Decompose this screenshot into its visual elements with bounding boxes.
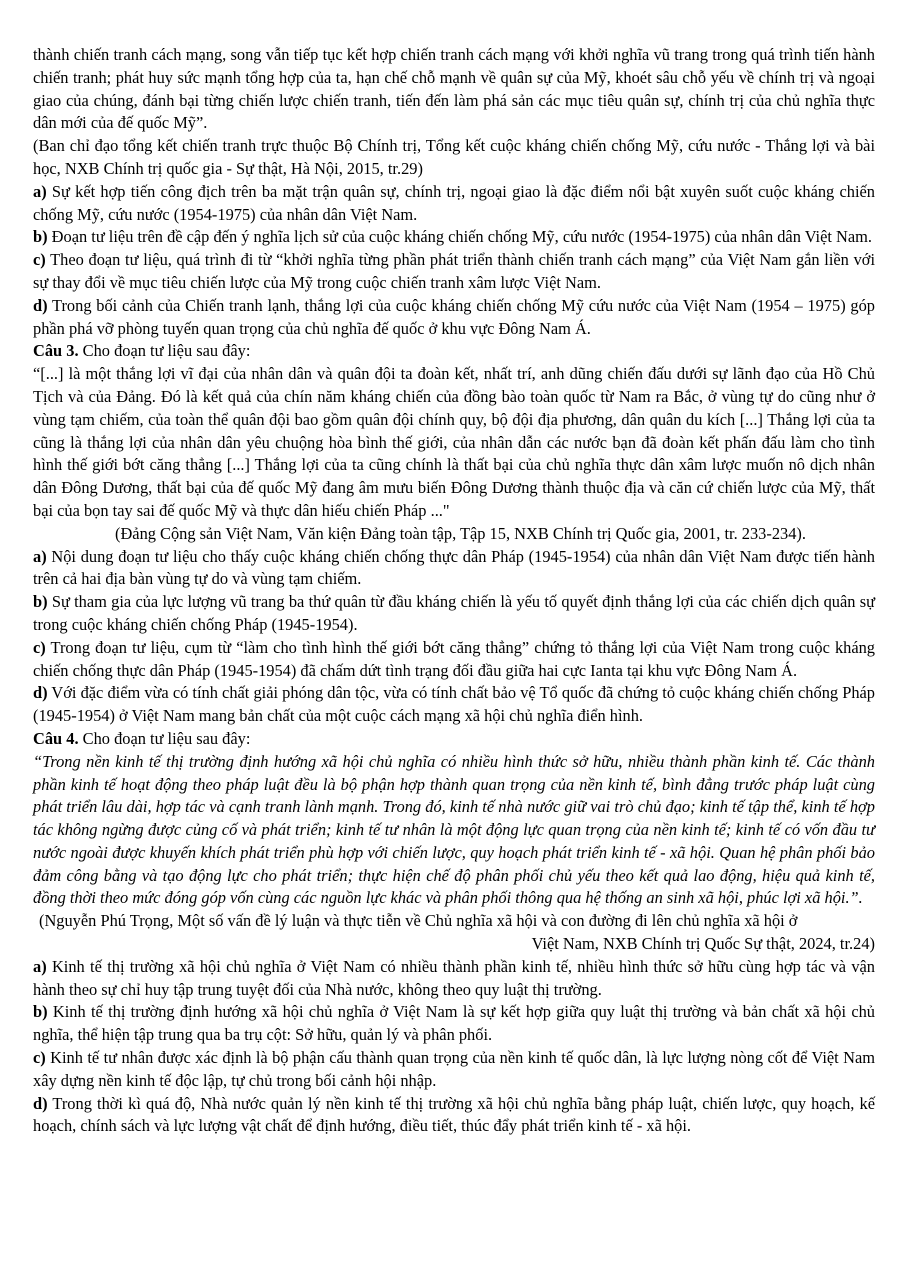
statement-label: c)	[33, 1048, 46, 1068]
statement-label: d)	[33, 1093, 48, 1113]
statement-label: b)	[33, 1002, 48, 1022]
statement-c	[33, 1047, 875, 1093]
statement-d	[33, 295, 875, 341]
statement-text: Theo đoạn tư liệu, quá trình đi từ “khởi nghĩa từng phần phát triển thành chiến tranh cách mạng” của Việt Nam gắn liền với sự thay đổi về mục tiêu chiến lược của Mỹ trong cuộc chiến tranh xâm lược Việt Nam.	[33, 250, 875, 292]
question-3-quote: “[...] là một thắng lợi vĩ đại của nhân dân và quân đội ta đoàn kết, nhất trí, anh dũng chiến đấu dưới sự lãnh đạo của Hồ Chủ Tịch và của Đảng. Đó là kết quả của chín năm kháng chiến của đồng bào toàn quốc từ Nam ra Bắc, ở vùng tự do cũng như ở vùng tạm chiếm, của toàn thể quân đội bao gồm quân đội chính quy, bộ đội địa phương, dân quân du kích [...] Thắng lợi của ta cũng là thắng lợi của nhân dân yêu chuộng hòa bình thế giới, của nhân dẫn các nước bạn đã đoàn kết phấn đấu làm cho tình hình thế giới bớt căng thẳng [...] Thắng lợi của ta cũng chính là thất bại của chủ nghĩa thực dân xâm lược muốn nô dịch nhân dân Đông Dương, thất bại của đế quốc Mỹ đang âm mưu biến Đông Dương thành thuộc địa và căn cứ chiến lược của Mỹ, thất bại của bọn tay sai đế quốc Mỹ và thực dân hiếu chiến Pháp ..."	[33, 364, 875, 520]
statement-text: Kinh tế thị trường định hướng xã hội chủ nghĩa ở Việt Nam là sự kết hợp giữa quy luật thị trường và bản chất xã hội chủ nghĩa, thể hiện tập trung qua ba trụ cột: Sở hữu, quản lý và phân phối.	[33, 1002, 875, 1045]
document-page	[33, 44, 875, 1138]
statement-label: b)	[33, 227, 48, 247]
statement-label: a)	[33, 546, 47, 566]
statement-text: Trong thời kì quá độ, Nhà nước quản lý nền kinh tế thị trường xã hội chủ nghĩa bằng pháp luật, chiến lược, quy hoạch, kế hoạch, chính sách và lực lượng vật chất để định hướng, điều tiết, thúc đẩy phát triển kinh tế - xã hội.	[33, 1093, 875, 1136]
passage-continuation: thành chiến tranh cách mạng, song vẫn tiếp tục kết hợp chiến tranh cách mạng với khởi nghĩa vũ trang trong quá trình tiến hành chiến tranh; phát huy sức mạnh tổng hợp của ta, hạn chế chỗ mạnh về quân sự của Mỹ, khoét sâu chỗ yếu về chính trị và ngoại giao của chúng, đánh bại từng chiến lược chiến tranh, tiến đến làm phá sản các mục tiêu quân sự, chính trị của chủ nghĩa thực dân mới của đế quốc Mỹ”.	[33, 45, 875, 133]
statement-label: d)	[33, 683, 48, 703]
statement-label: c)	[33, 637, 46, 657]
statement-d	[33, 1093, 875, 1139]
statement-a	[33, 956, 875, 1002]
statement-c	[33, 249, 875, 295]
statement-a	[33, 181, 875, 227]
question-3-source: (Đảng Cộng sản Việt Nam, Văn kiện Đảng toàn tập, Tập 15, NXB Chính trị Quốc gia, 2001, tr. 233-234).	[115, 523, 806, 543]
statement-label: a)	[33, 956, 47, 976]
statement-label: c)	[33, 250, 46, 270]
statement-text: Sự kết hợp tiến công địch trên ba mặt trận quân sự, chính trị, ngoại giao là đặc điểm nổi bật xuyên suốt cuộc kháng chiến chống Mỹ, cứu nước (1954-1975) của nhân dân Việt Nam.	[33, 181, 875, 224]
statement-b	[33, 1001, 875, 1047]
statement-text: Nội dung đoạn tư liệu cho thấy cuộc kháng chiến chống thực dân Pháp (1945-1954) của nhân dân Việt Nam được tiến hành trên cả hai địa bàn vùng tự do và vùng tạm chiếm.	[33, 546, 875, 589]
statement-b	[33, 591, 875, 637]
statement-text: Đoạn tư liệu trên đề cập đến ý nghĩa lịch sử của cuộc kháng chiến chống Mỹ, cứu nước (1954-1975) của nhân dân Việt Nam.	[47, 227, 872, 247]
statement-d	[33, 682, 875, 728]
statement-a	[33, 546, 875, 592]
passage-source: (Ban chỉ đạo tổng kết chiến tranh trực thuộc Bộ Chính trị, Tổng kết cuộc kháng chiến chống Mỹ, cứu nước - Thắng lợi và bài học, NXB Chính trị quốc gia - Sự thật, Hà Nội, 2015, tr.29)	[33, 136, 875, 178]
question-number: Câu 4.	[33, 728, 79, 748]
statement-text: Trong đoạn tư liệu, cụm từ “làm cho tình hình thế giới bớt căng thẳng” chứng tỏ thắng lợi của Việt Nam trong cuộc kháng chiến chống thực dân Pháp (1945-1954) đã chấm dứt tình trạng đối đầu giữa hai cực Ianta tại khu vực Đông Nam Á.	[33, 637, 875, 680]
question-4-source-line-1: (Nguyễn Phú Trọng, Một số vấn đề lý luận và thực tiễn về Chủ nghĩa xã hội và con đường đi lên chủ nghĩa xã hội ở	[39, 911, 798, 931]
question-number: Câu 3.	[33, 341, 79, 361]
question-intro: Cho đoạn tư liệu sau đây:	[78, 341, 251, 361]
question-4-quote: “Trong nền kinh tế thị trường định hướng xã hội chủ nghĩa có nhiều hình thức sở hữu, nhiều thành phần kinh tế. Các thành phần kinh tế hoạt động theo pháp luật đều là bộ phận hợp thành quan trọng của nền kinh tế, bình đẳng trước pháp luật cùng phát triển lâu dài, hợp tác và cạnh tranh lành mạnh. Trong đó, kinh tế nhà nước giữ vai trò chủ đạo; kinh tế tập thể, kinh tế hợp tác không ngừng được củng cố và phát triển; kinh tế tư nhân là một động lực quan trọng của nền kinh tế; kinh tế có vốn đầu tư nước ngoài được khuyến khích phát triển phù hợp với chiến lược, quy hoạch phát triển kinh tế - xã hội. Quan hệ phân phối bảo đảm công bằng và tạo động lực cho phát triển; thực hiện chế độ phân phối chủ yếu theo kết quả lao động, hiệu quả kinh tế, đồng thời theo mức đóng góp vốn cùng các nguồn lực khác và phân phối thông qua hệ thống an sinh xã hội, phúc lợi xã hội.”.	[33, 751, 875, 908]
question-4-source-line-2: Việt Nam, NXB Chính trị Quốc Sự thật, 2024, tr.24)	[531, 934, 875, 954]
statement-c	[33, 637, 875, 683]
statement-text: Sự tham gia của lực lượng vũ trang ba thứ quân từ đầu kháng chiến là yếu tố quyết định thắng lợi của các chiến dịch quân sự trong cuộc kháng chiến chống Pháp (1945-1954).	[33, 592, 875, 634]
statement-text: Kinh tế tư nhân được xác định là bộ phận cấu thành quan trọng của nền kinh tế quốc dân, là lực lượng nòng cốt để Việt Nam xây dựng nền kinh tế độc lập, tự chủ trong bối cảnh hội nhập.	[33, 1048, 875, 1090]
statement-label: a)	[33, 181, 47, 201]
question-4-heading	[33, 728, 875, 751]
question-intro: Cho đoạn tư liệu sau đây:	[78, 728, 251, 748]
statement-text: Trong bối cảnh của Chiến tranh lạnh, thắng lợi của cuộc kháng chiến chống Mỹ cứu nước của Việt Nam (1954 – 1975) góp phần phá vỡ phòng tuyến quan trọng của chủ nghĩa đế quốc ở khu vực Đông Nam Á.	[33, 295, 875, 338]
statement-label: d)	[33, 295, 48, 315]
statement-label: b)	[33, 592, 48, 612]
statement-text: Kinh tế thị trường xã hội chủ nghĩa ở Việt Nam có nhiều thành phần kinh tế, nhiều hình thức sở hữu cùng hợp tác và vận hành theo sự chỉ huy tập trung tuyệt đối của Nhà nước, không theo quy luật thị trường.	[33, 956, 875, 999]
statement-b	[33, 226, 875, 249]
statement-text: Với đặc điểm vừa có tính chất giải phóng dân tộc, vừa có tính chất bảo vệ Tổ quốc đã chứng tỏ cuộc kháng chiến chống Pháp (1945-1954) ở Việt Nam mang bản chất của một cuộc cách mạng xã hội chủ nghĩa điển hình.	[33, 683, 875, 726]
question-3-heading	[33, 340, 875, 363]
